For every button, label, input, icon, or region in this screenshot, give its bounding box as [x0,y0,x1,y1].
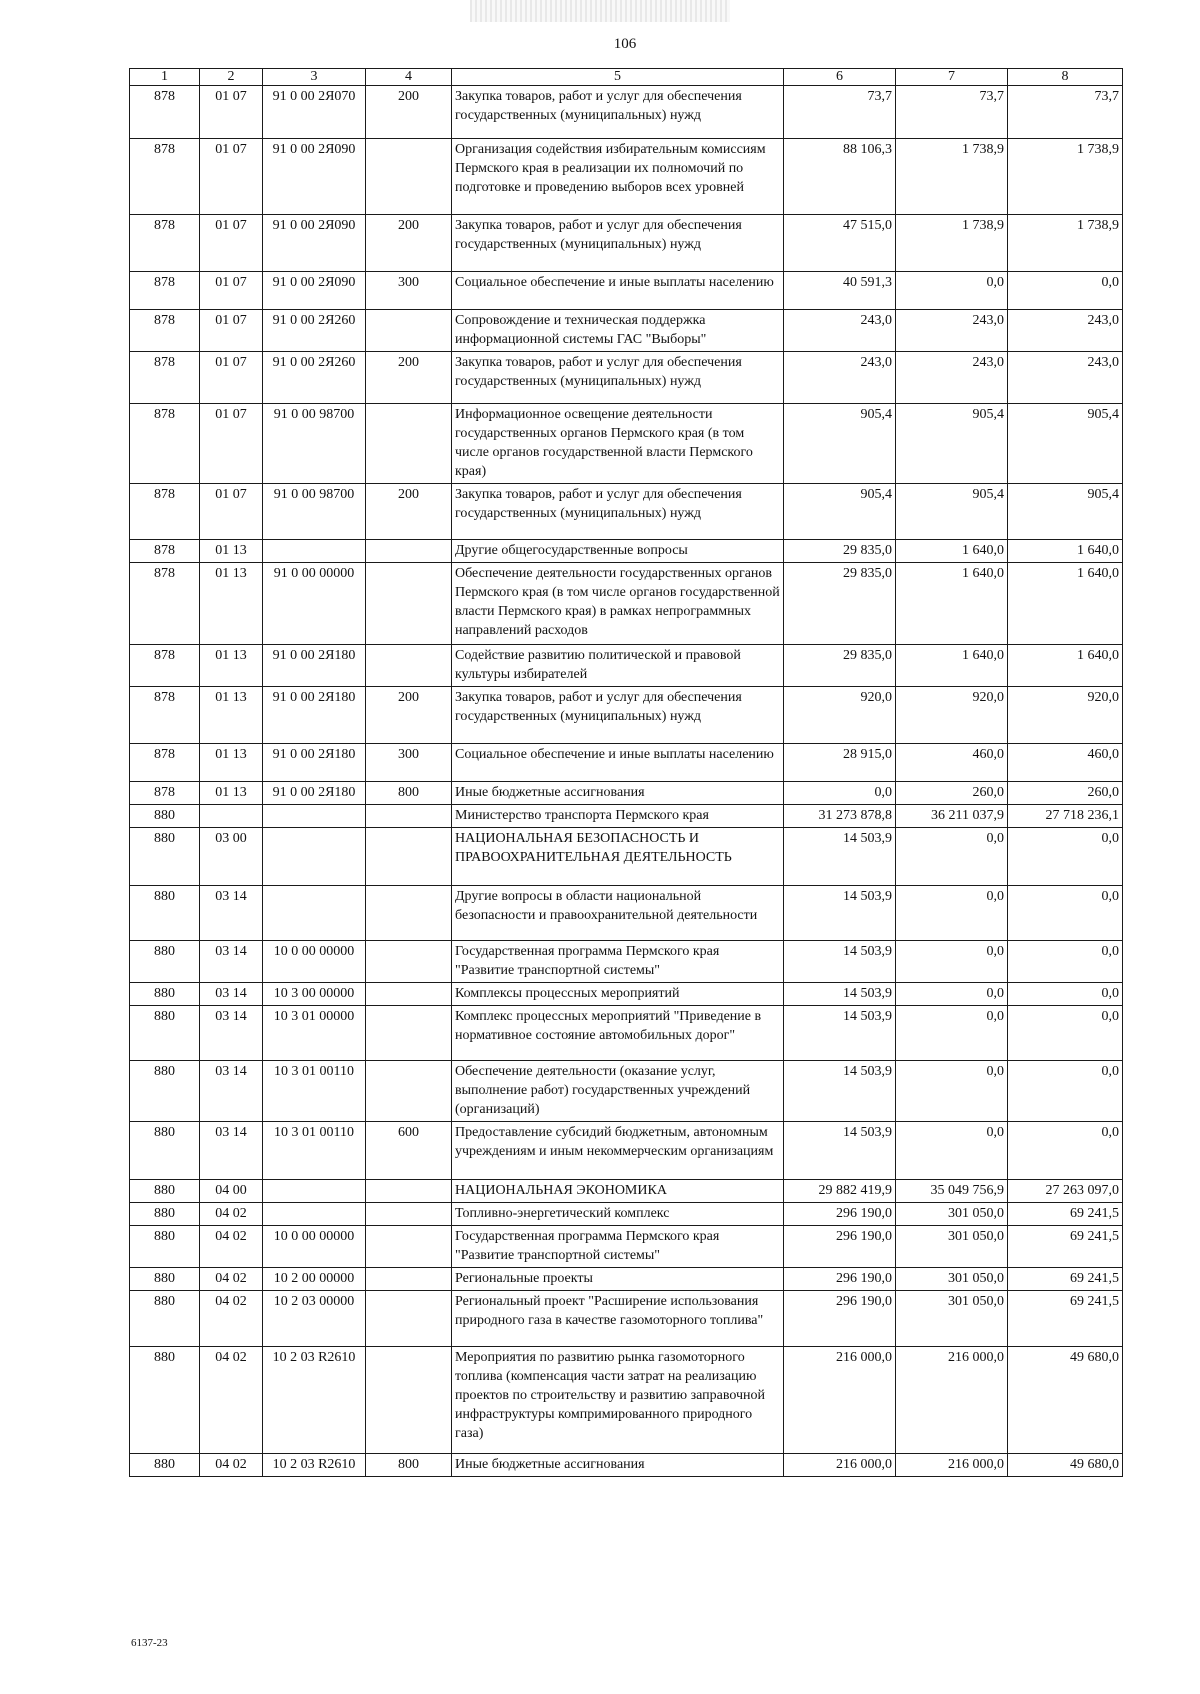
cell-ministry-code: 880 [130,1180,200,1203]
cell-amount-col8: 260,0 [1008,782,1123,805]
cell-amount-col7: 905,4 [896,484,1008,540]
cell-target-article: 10 2 00 00000 [263,1268,366,1291]
cell-ministry-code: 880 [130,805,200,828]
cell-expense-type: 200 [366,352,452,404]
cell-amount-col7: 1 738,9 [896,215,1008,272]
cell-name: Министерство транспорта Пермского края [452,805,784,828]
table-row [130,1291,1123,1347]
cell-name: Государственная программа Пермского края "Развитие транспортной системы" [452,941,784,983]
cell-amount-col6: 29 835,0 [784,540,896,563]
cell-target-article: 91 0 00 98700 [263,484,366,540]
cell-ministry-code: 878 [130,310,200,352]
cell-amount-col6: 243,0 [784,310,896,352]
cell-amount-col8: 69 241,5 [1008,1291,1123,1347]
cell-section: 03 00 [200,828,263,886]
table-row [130,86,1123,139]
cell-expense-type [366,828,452,886]
table-row [130,687,1123,744]
cell-target-article [263,886,366,941]
header-cell: 2 [200,69,263,86]
cell-ministry-code: 878 [130,782,200,805]
cell-ministry-code: 878 [130,352,200,404]
cell-ministry-code: 878 [130,563,200,645]
cell-section: 04 02 [200,1226,263,1268]
cell-amount-col7: 243,0 [896,310,1008,352]
cell-expense-type: 200 [366,484,452,540]
cell-target-article: 91 0 00 2Я070 [263,86,366,139]
cell-name: Государственная программа Пермского края "Развитие транспортной системы" [452,1226,784,1268]
cell-name: Закупка товаров, работ и услуг для обеспечения государственных (муниципальных) нужд [452,215,784,272]
cell-target-article: 91 0 00 2Я260 [263,310,366,352]
cell-name: Предоставление субсидий бюджетным, автономным учреждениям и иным некоммерческим организациям [452,1122,784,1180]
cell-expense-type [366,645,452,687]
cell-amount-col8: 1 640,0 [1008,540,1123,563]
cell-ministry-code: 878 [130,215,200,272]
cell-amount-col7: 1 738,9 [896,139,1008,215]
cell-expense-type [366,1061,452,1122]
cell-section: 01 13 [200,563,263,645]
cell-ministry-code: 878 [130,687,200,744]
table-row [130,563,1123,645]
cell-amount-col8: 920,0 [1008,687,1123,744]
cell-section: 01 07 [200,272,263,310]
cell-ministry-code: 878 [130,272,200,310]
cell-amount-col8: 0,0 [1008,941,1123,983]
cell-section: 03 14 [200,886,263,941]
cell-section [200,805,263,828]
cell-expense-type [366,139,452,215]
cell-ministry-code: 878 [130,744,200,782]
cell-amount-col8: 49 680,0 [1008,1347,1123,1454]
cell-section: 04 02 [200,1268,263,1291]
header-cell: 6 [784,69,896,86]
cell-amount-col6: 28 915,0 [784,744,896,782]
cell-amount-col8: 1 738,9 [1008,139,1123,215]
cell-amount-col7: 243,0 [896,352,1008,404]
cell-amount-col7: 0,0 [896,886,1008,941]
cell-name: Закупка товаров, работ и услуг для обеспечения государственных (муниципальных) нужд [452,86,784,139]
cell-name: Социальное обеспечение и иные выплаты населению [452,744,784,782]
cell-target-article [263,828,366,886]
cell-section: 04 02 [200,1347,263,1454]
cell-amount-col8: 69 241,5 [1008,1226,1123,1268]
cell-target-article: 10 2 03 R2610 [263,1454,366,1477]
cell-amount-col6: 296 190,0 [784,1291,896,1347]
cell-amount-col7: 301 050,0 [896,1291,1008,1347]
cell-amount-col8: 0,0 [1008,1061,1123,1122]
cell-ministry-code: 878 [130,484,200,540]
cell-name: НАЦИОНАЛЬНАЯ БЕЗОПАСНОСТЬ И ПРАВООХРАНИТЕЛЬНАЯ ДЕЯТЕЛЬНОСТЬ [452,828,784,886]
cell-amount-col6: 243,0 [784,352,896,404]
cell-section: 01 13 [200,540,263,563]
cell-ministry-code: 880 [130,1347,200,1454]
cell-amount-col7: 260,0 [896,782,1008,805]
cell-amount-col7: 36 211 037,9 [896,805,1008,828]
cell-amount-col6: 31 273 878,8 [784,805,896,828]
cell-section: 01 07 [200,139,263,215]
cell-target-article: 10 2 03 R2610 [263,1347,366,1454]
cell-amount-col6: 14 503,9 [784,1122,896,1180]
cell-expense-type [366,886,452,941]
cell-amount-col6: 73,7 [784,86,896,139]
cell-amount-col7: 301 050,0 [896,1226,1008,1268]
cell-target-article: 91 0 00 98700 [263,404,366,484]
cell-amount-col8: 49 680,0 [1008,1454,1123,1477]
cell-ministry-code: 878 [130,645,200,687]
cell-name: Обеспечение деятельности (оказание услуг, выполнение работ) государственных учреждений (организаций) [452,1061,784,1122]
cell-ministry-code: 878 [130,86,200,139]
table-row [130,886,1123,941]
cell-amount-col7: 216 000,0 [896,1347,1008,1454]
cell-section: 03 14 [200,941,263,983]
cell-amount-col6: 216 000,0 [784,1454,896,1477]
header-cell: 8 [1008,69,1123,86]
cell-name: Другие общегосударственные вопросы [452,540,784,563]
cell-ministry-code: 880 [130,941,200,983]
scan-noise [470,0,730,22]
cell-amount-col8: 1 738,9 [1008,215,1123,272]
budget-table [129,68,1123,1477]
cell-amount-col8: 0,0 [1008,272,1123,310]
cell-expense-type [366,540,452,563]
cell-amount-col6: 296 190,0 [784,1203,896,1226]
cell-amount-col6: 14 503,9 [784,1061,896,1122]
table-row [130,1180,1123,1203]
cell-section: 01 13 [200,782,263,805]
cell-target-article: 10 0 00 00000 [263,1226,366,1268]
cell-ministry-code: 880 [130,1268,200,1291]
cell-expense-type: 300 [366,272,452,310]
header-cell: 7 [896,69,1008,86]
cell-target-article: 91 0 00 2Я180 [263,782,366,805]
cell-name: Комплекс процессных мероприятий "Приведение в нормативное состояние автомобильных дорог" [452,1006,784,1061]
table-row [130,352,1123,404]
cell-amount-col6: 14 503,9 [784,1006,896,1061]
cell-expense-type [366,1203,452,1226]
cell-amount-col6: 216 000,0 [784,1347,896,1454]
cell-amount-col7: 0,0 [896,1006,1008,1061]
cell-name: Сопровождение и техническая поддержка информационной системы ГАС "Выборы" [452,310,784,352]
cell-ministry-code: 880 [130,828,200,886]
cell-name: Другие вопросы в области национальной безопасности и правоохранительной деятельности [452,886,784,941]
cell-amount-col8: 73,7 [1008,86,1123,139]
cell-amount-col8: 905,4 [1008,404,1123,484]
table-row [130,1006,1123,1061]
table-row [130,1122,1123,1180]
cell-ministry-code: 880 [130,1006,200,1061]
cell-amount-col8: 0,0 [1008,1122,1123,1180]
cell-target-article: 91 0 00 00000 [263,563,366,645]
cell-amount-col7: 216 000,0 [896,1454,1008,1477]
header-cell: 1 [130,69,200,86]
cell-expense-type [366,1347,452,1454]
cell-ministry-code: 880 [130,1122,200,1180]
cell-amount-col6: 0,0 [784,782,896,805]
cell-expense-type: 800 [366,1454,452,1477]
table-row [130,540,1123,563]
cell-target-article: 10 3 01 00110 [263,1122,366,1180]
cell-ministry-code: 880 [130,886,200,941]
cell-amount-col6: 905,4 [784,404,896,484]
cell-section: 01 13 [200,687,263,744]
cell-target-article [263,1203,366,1226]
cell-amount-col8: 27 263 097,0 [1008,1180,1123,1203]
cell-name: Топливно-энергетический комплекс [452,1203,784,1226]
cell-section: 01 13 [200,744,263,782]
cell-target-article: 10 0 00 00000 [263,941,366,983]
cell-amount-col6: 14 503,9 [784,983,896,1006]
cell-section: 01 13 [200,645,263,687]
cell-expense-type [366,563,452,645]
cell-expense-type [366,310,452,352]
cell-section: 04 02 [200,1454,263,1477]
cell-section: 04 02 [200,1203,263,1226]
cell-amount-col6: 14 503,9 [784,941,896,983]
cell-target-article: 10 2 03 00000 [263,1291,366,1347]
cell-amount-col8: 0,0 [1008,1006,1123,1061]
cell-amount-col7: 0,0 [896,272,1008,310]
cell-amount-col8: 0,0 [1008,886,1123,941]
cell-section: 01 07 [200,86,263,139]
cell-name: Региональные проекты [452,1268,784,1291]
cell-name: Организация содействия избирательным комиссиям Пермского края в реализации их полномочий по подготовке и проведению выборов всех уровней [452,139,784,215]
cell-section: 01 07 [200,310,263,352]
cell-ministry-code: 878 [130,540,200,563]
table-row [130,404,1123,484]
cell-expense-type [366,1268,452,1291]
cell-ministry-code: 880 [130,1061,200,1122]
cell-amount-col8: 27 718 236,1 [1008,805,1123,828]
cell-amount-col7: 1 640,0 [896,563,1008,645]
cell-expense-type: 200 [366,86,452,139]
header-cell: 5 [452,69,784,86]
cell-name: Информационное освещение деятельности государственных органов Пермского края (в том числе органов государственной власти Пермского края) [452,404,784,484]
cell-amount-col6: 296 190,0 [784,1226,896,1268]
cell-name: Иные бюджетные ассигнования [452,782,784,805]
table-row [130,645,1123,687]
cell-amount-col8: 905,4 [1008,484,1123,540]
cell-ministry-code: 880 [130,1226,200,1268]
cell-target-article: 91 0 00 2Я180 [263,687,366,744]
cell-ministry-code: 878 [130,139,200,215]
table-row [130,272,1123,310]
cell-amount-col7: 1 640,0 [896,645,1008,687]
cell-expense-type [366,983,452,1006]
cell-expense-type [366,1180,452,1203]
table-row [130,1268,1123,1291]
table-row [130,310,1123,352]
cell-target-article: 91 0 00 2Я090 [263,272,366,310]
cell-expense-type: 600 [366,1122,452,1180]
cell-amount-col7: 0,0 [896,941,1008,983]
cell-expense-type: 800 [366,782,452,805]
cell-target-article: 91 0 00 2Я090 [263,139,366,215]
cell-amount-col6: 88 106,3 [784,139,896,215]
table-row [130,744,1123,782]
cell-expense-type [366,1226,452,1268]
page-number: 106 [613,36,637,52]
cell-amount-col7: 73,7 [896,86,1008,139]
cell-name: Социальное обеспечение и иные выплаты населению [452,272,784,310]
cell-amount-col6: 29 835,0 [784,645,896,687]
cell-section: 04 00 [200,1180,263,1203]
cell-name: Мероприятия по развитию рынка газомоторного топлива (компенсация части затрат на реализацию проектов по строительству и развитию заправочной инфраструктуры компримированного природного газа) [452,1347,784,1454]
cell-amount-col8: 0,0 [1008,983,1123,1006]
cell-expense-type [366,1291,452,1347]
cell-expense-type [366,805,452,828]
cell-target-article: 91 0 00 2Я180 [263,645,366,687]
cell-target-article: 91 0 00 2Я180 [263,744,366,782]
cell-amount-col7: 0,0 [896,1122,1008,1180]
cell-section: 03 14 [200,1061,263,1122]
cell-expense-type [366,404,452,484]
table-row [130,1226,1123,1268]
cell-amount-col6: 40 591,3 [784,272,896,310]
cell-target-article [263,805,366,828]
table-row [130,805,1123,828]
cell-amount-col7: 35 049 756,9 [896,1180,1008,1203]
cell-expense-type [366,1006,452,1061]
table-row [130,1454,1123,1477]
table-row [130,1347,1123,1454]
header-cell: 3 [263,69,366,86]
cell-section: 03 14 [200,983,263,1006]
cell-amount-col8: 243,0 [1008,310,1123,352]
cell-name: НАЦИОНАЛЬНАЯ ЭКОНОМИКА [452,1180,784,1203]
table-body [130,86,1123,1477]
cell-amount-col6: 296 190,0 [784,1268,896,1291]
cell-target-article: 91 0 00 2Я090 [263,215,366,272]
cell-ministry-code: 880 [130,1203,200,1226]
table-row [130,139,1123,215]
cell-expense-type: 200 [366,215,452,272]
header-row [130,69,1123,86]
cell-expense-type: 200 [366,687,452,744]
cell-name: Обеспечение деятельности государственных органов Пермского края (в том числе органов государственной власти Пермского края) в рамках непрограммных направлений расходов [452,563,784,645]
cell-amount-col7: 0,0 [896,1061,1008,1122]
cell-amount-col6: 905,4 [784,484,896,540]
cell-name: Иные бюджетные ассигнования [452,1454,784,1477]
cell-amount-col7: 1 640,0 [896,540,1008,563]
cell-amount-col7: 460,0 [896,744,1008,782]
table-row [130,1061,1123,1122]
cell-amount-col7: 301 050,0 [896,1203,1008,1226]
cell-section: 03 14 [200,1006,263,1061]
cell-target-article: 10 3 01 00000 [263,1006,366,1061]
cell-amount-col7: 0,0 [896,828,1008,886]
cell-amount-col8: 1 640,0 [1008,645,1123,687]
cell-name: Закупка товаров, работ и услуг для обеспечения государственных (муниципальных) нужд [452,687,784,744]
cell-amount-col6: 920,0 [784,687,896,744]
cell-ministry-code: 878 [130,404,200,484]
header-cell: 4 [366,69,452,86]
cell-amount-col6: 14 503,9 [784,828,896,886]
cell-name: Региональный проект "Расширение использования природного газа в качестве газомоторного топлива" [452,1291,784,1347]
table-row [130,1203,1123,1226]
cell-target-article: 10 3 00 00000 [263,983,366,1006]
table-row [130,215,1123,272]
cell-section: 01 07 [200,484,263,540]
cell-name: Содействие развитию политической и правовой культуры избирателей [452,645,784,687]
cell-target-article [263,540,366,563]
cell-amount-col8: 460,0 [1008,744,1123,782]
cell-amount-col8: 1 640,0 [1008,563,1123,645]
cell-amount-col7: 301 050,0 [896,1268,1008,1291]
cell-amount-col8: 243,0 [1008,352,1123,404]
table-row [130,983,1123,1006]
cell-amount-col8: 69 241,5 [1008,1203,1123,1226]
document-code: 6137-23 [131,1637,168,1649]
cell-amount-col6: 14 503,9 [784,886,896,941]
cell-amount-col8: 69 241,5 [1008,1268,1123,1291]
cell-section: 04 02 [200,1291,263,1347]
cell-target-article: 10 3 01 00110 [263,1061,366,1122]
cell-name: Закупка товаров, работ и услуг для обеспечения государственных (муниципальных) нужд [452,352,784,404]
cell-section: 01 07 [200,404,263,484]
cell-section: 03 14 [200,1122,263,1180]
cell-name: Комплексы процессных мероприятий [452,983,784,1006]
cell-amount-col6: 47 515,0 [784,215,896,272]
cell-amount-col7: 920,0 [896,687,1008,744]
table-row [130,484,1123,540]
table-row [130,941,1123,983]
cell-expense-type: 300 [366,744,452,782]
cell-ministry-code: 880 [130,983,200,1006]
cell-section: 01 07 [200,352,263,404]
cell-target-article [263,1180,366,1203]
cell-target-article: 91 0 00 2Я260 [263,352,366,404]
table-row [130,828,1123,886]
cell-amount-col6: 29 835,0 [784,563,896,645]
cell-amount-col6: 29 882 419,9 [784,1180,896,1203]
cell-amount-col7: 905,4 [896,404,1008,484]
cell-ministry-code: 880 [130,1291,200,1347]
cell-name: Закупка товаров, работ и услуг для обеспечения государственных (муниципальных) нужд [452,484,784,540]
table-row [130,782,1123,805]
cell-section: 01 07 [200,215,263,272]
cell-amount-col7: 0,0 [896,983,1008,1006]
cell-expense-type [366,941,452,983]
cell-amount-col8: 0,0 [1008,828,1123,886]
cell-ministry-code: 880 [130,1454,200,1477]
